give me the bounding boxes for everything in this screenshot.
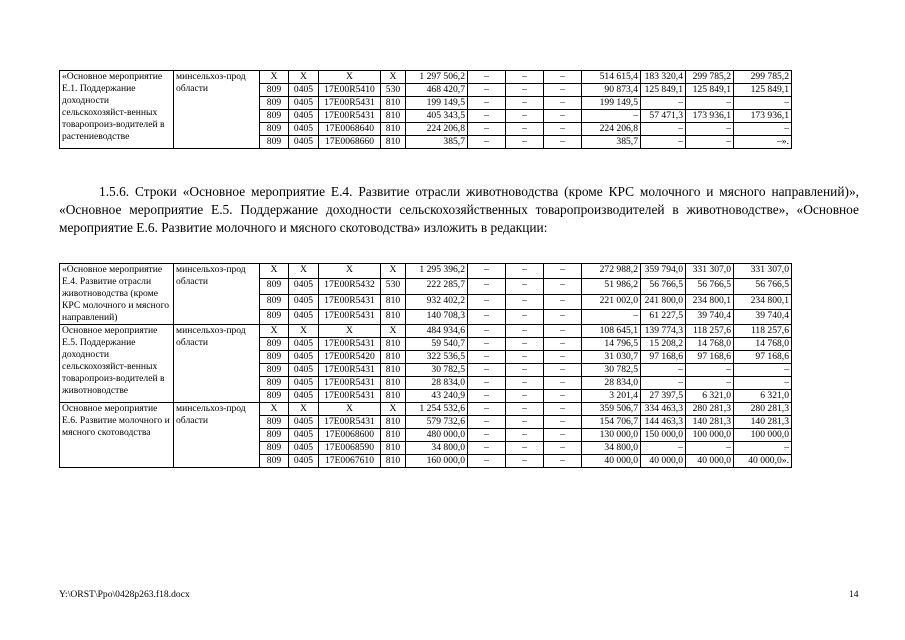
measure-name-cell: Основное мероприятие Е.5. Поддержание доходности сельскохозяйст-венных товаропроиз-водителей в животноводстве [60, 325, 174, 403]
table-cell: – [468, 279, 506, 294]
table-cell: 56 766,5 [641, 279, 686, 294]
table-cell: 61 227,5 [641, 309, 686, 324]
table-cell: 139 774,3 [641, 325, 686, 338]
table-cell: – [468, 442, 506, 455]
table-measure-e1 [59, 70, 850, 149]
table-cell: 299 785,2 [734, 71, 792, 84]
table-cell: 108 645,1 [582, 325, 641, 338]
table-cell: – [544, 97, 582, 110]
table-cell: – [468, 403, 506, 416]
table-cell: 160 000,0 [406, 455, 468, 468]
table-row [60, 403, 850, 416]
table-measures-e4-e6 [59, 263, 850, 468]
table-cell: 809 [260, 429, 289, 442]
table-cell: – [468, 71, 506, 84]
table-cell: – [468, 416, 506, 429]
table-cell: 14 768,0 [734, 338, 792, 351]
measure-name-cell: Основное мероприятие Е.6. Развитие молочного и мясного скотоводства [60, 403, 174, 468]
table-cell: – [582, 110, 641, 123]
table-cell: 30 782,5 [582, 364, 641, 377]
table-cell: 17Е00R5431 [319, 377, 381, 390]
table-cell: 0405 [289, 279, 319, 294]
table-cell: 0405 [289, 455, 319, 468]
table-cell: – [506, 123, 544, 136]
table-row [60, 325, 850, 338]
table-cell: 810 [381, 429, 406, 442]
table-cell: 144 463,3 [641, 416, 686, 429]
table-cell: 154 706,7 [582, 416, 641, 429]
table-cell: 40 000,0». [734, 455, 792, 468]
table-cell: 17Е00R5432 [319, 279, 381, 294]
table-cell: 28 834,0 [582, 377, 641, 390]
table-cell: 17Е00R5431 [319, 309, 381, 324]
page-number: 14 [849, 589, 859, 600]
table-cell: – [506, 110, 544, 123]
table-cell: Х [319, 403, 381, 416]
table-cell: 299 785,2 [686, 71, 734, 84]
table-cell: – [468, 351, 506, 364]
executor-cell: минсельхоз-прод области [174, 71, 260, 149]
table-cell: 97 168,6 [641, 351, 686, 364]
table-cell: 56 766,5 [734, 279, 792, 294]
table-cell: – [686, 377, 734, 390]
table-cell: 0405 [289, 110, 319, 123]
table-cell: 17Е00R5431 [319, 364, 381, 377]
table-cell: Х [260, 403, 289, 416]
table-cell: – [544, 110, 582, 123]
table-cell: 173 936,1 [734, 110, 792, 123]
table-cell: – [734, 97, 792, 110]
table-cell: 334 463,3 [641, 403, 686, 416]
table-cell: 125 849,1 [686, 84, 734, 97]
table-cell: – [468, 309, 506, 324]
table-cell: Х [289, 264, 319, 279]
table-cell: 331 307,0 [686, 264, 734, 279]
table-cell: 1 297 506,2 [406, 71, 468, 84]
table-cell: – [506, 309, 544, 324]
table-cell: 40 000,0 [641, 455, 686, 468]
table-cell: 234 800,1 [734, 294, 792, 309]
table-cell: 150 000,0 [641, 429, 686, 442]
table-cell: 17Е00R5431 [319, 110, 381, 123]
table-cell: – [506, 377, 544, 390]
table-cell: 221 002,0 [582, 294, 641, 309]
table-cell: 272 988,2 [582, 264, 641, 279]
table-cell: – [468, 429, 506, 442]
table-cell: 809 [260, 123, 289, 136]
table-cell: 199 149,5 [582, 97, 641, 110]
table-cell: 173 936,1 [686, 110, 734, 123]
table-cell: 810 [381, 416, 406, 429]
table-cell: –». [734, 136, 792, 149]
table-cell: 241 800,0 [641, 294, 686, 309]
table-cell: 51 986,2 [582, 279, 641, 294]
table-cell: – [734, 123, 792, 136]
table-cell: 118 257,6 [686, 325, 734, 338]
table-cell: 480 000,0 [406, 429, 468, 442]
table-cell: 17Е00R5431 [319, 97, 381, 110]
table-cell: – [544, 390, 582, 403]
table-cell: 0405 [289, 136, 319, 149]
executor-cell: минсельхоз-прод области [174, 325, 260, 403]
table-cell: 810 [381, 97, 406, 110]
table-cell: 183 320,4 [641, 71, 686, 84]
table-cell: 809 [260, 110, 289, 123]
table-cell: 43 240,9 [406, 390, 468, 403]
table-cell: 530 [381, 279, 406, 294]
table-cell: – [468, 377, 506, 390]
table-cell: – [506, 338, 544, 351]
table-cell: 809 [260, 279, 289, 294]
table-cell: 809 [260, 442, 289, 455]
table-cell: – [506, 403, 544, 416]
table-cell: 6 321,0 [734, 390, 792, 403]
table-cell: – [506, 455, 544, 468]
table-cell: 234 800,1 [686, 294, 734, 309]
table-cell: 17Е00R5431 [319, 416, 381, 429]
table-cell: – [641, 123, 686, 136]
table-cell: – [544, 294, 582, 309]
table-cell: – [641, 136, 686, 149]
table-cell: 14 768,0 [686, 338, 734, 351]
table-cell: 810 [381, 123, 406, 136]
table-cell: 530 [381, 84, 406, 97]
table-cell: 810 [381, 377, 406, 390]
table-cell: 0405 [289, 351, 319, 364]
table-cell: – [468, 123, 506, 136]
table-cell: 30 782,5 [406, 364, 468, 377]
table-cell: 0405 [289, 377, 319, 390]
table-cell: 809 [260, 136, 289, 149]
table-cell: 0405 [289, 364, 319, 377]
table-cell: 468 420,7 [406, 84, 468, 97]
table-cell: 125 849,1 [734, 84, 792, 97]
table-cell: 31 030,7 [582, 351, 641, 364]
table-cell: – [544, 364, 582, 377]
table-cell: 28 834,0 [406, 377, 468, 390]
table-cell: 322 536,5 [406, 351, 468, 364]
table-cell: 100 000,0 [734, 429, 792, 442]
table-cell: – [544, 325, 582, 338]
table-cell: 100 000,0 [686, 429, 734, 442]
table-cell: 17Е0067610 [319, 455, 381, 468]
table-cell: 359 506,7 [582, 403, 641, 416]
table-cell: 0405 [289, 309, 319, 324]
table-cell: 0405 [289, 442, 319, 455]
table-cell: – [506, 390, 544, 403]
table-cell: – [506, 364, 544, 377]
table-cell: – [506, 279, 544, 294]
table-cell: 140 281,3 [734, 416, 792, 429]
table-cell: Х [319, 264, 381, 279]
table-cell: 17Е0068600 [319, 429, 381, 442]
table-cell: – [506, 429, 544, 442]
table-cell: Х [289, 325, 319, 338]
table-cell: – [506, 442, 544, 455]
table-cell: – [468, 338, 506, 351]
table-cell: 17Е00R5431 [319, 338, 381, 351]
table-cell: Х [319, 71, 381, 84]
table-cell: – [641, 364, 686, 377]
table-cell: – [506, 325, 544, 338]
table-cell: 27 397,5 [641, 390, 686, 403]
table-cell: 810 [381, 309, 406, 324]
table-cell: 40 000,0 [582, 455, 641, 468]
table-cell: 809 [260, 377, 289, 390]
table-cell: 15 208,2 [641, 338, 686, 351]
executor-cell: минсельхоз-прод области [174, 264, 260, 325]
measure-name-cell: «Основное мероприятие Е.4. Развитие отрасли животноводства (кроме КРС молочного и мясного направлений) [60, 264, 174, 325]
table-cell: Х [260, 264, 289, 279]
table-cell: 140 281,3 [686, 416, 734, 429]
table-cell: 125 849,1 [641, 84, 686, 97]
table-cell: 810 [381, 136, 406, 149]
table-cell: 140 708,3 [406, 309, 468, 324]
table-cell: 1 254 532,6 [406, 403, 468, 416]
table-cell: 118 257,6 [734, 325, 792, 338]
table-cell: Х [381, 264, 406, 279]
table-cell: 0405 [289, 294, 319, 309]
table-cell: 331 307,0 [734, 264, 792, 279]
table-cell: 0405 [289, 416, 319, 429]
table-cell: 810 [381, 390, 406, 403]
table-cell: 810 [381, 364, 406, 377]
table-cell: 57 471,3 [641, 110, 686, 123]
table-cell: 809 [260, 338, 289, 351]
table-cell: – [506, 294, 544, 309]
table-cell: 1 295 396,2 [406, 264, 468, 279]
table-row [60, 71, 850, 84]
table-cell: – [734, 377, 792, 390]
table-cell: – [468, 294, 506, 309]
table-cell: – [544, 377, 582, 390]
table-cell: 97 168,6 [734, 351, 792, 364]
table-cell: – [544, 264, 582, 279]
measure-name-cell: «Основное мероприятие Е.1. Поддержание доходности сельскохозяйст-венных товаропроиз-водителей в растениеводстве [60, 71, 174, 149]
table-cell: – [544, 416, 582, 429]
table-cell: – [686, 136, 734, 149]
table-cell: 97 168,6 [686, 351, 734, 364]
table-cell: 17Е00R5431 [319, 390, 381, 403]
table-cell: 39 740,4 [686, 309, 734, 324]
table-cell: 17Е00R5420 [319, 351, 381, 364]
table-cell: 34 800,0 [582, 442, 641, 455]
table-cell: – [641, 377, 686, 390]
table-cell: 56 766,5 [686, 279, 734, 294]
table-cell: – [506, 416, 544, 429]
table-cell: – [544, 71, 582, 84]
table-cell: – [468, 84, 506, 97]
table-cell: 280 281,3 [734, 403, 792, 416]
table-cell: 932 402,2 [406, 294, 468, 309]
table-cell: 34 800,0 [406, 442, 468, 455]
table-cell: 579 732,6 [406, 416, 468, 429]
table-cell: – [686, 123, 734, 136]
table-cell: 809 [260, 455, 289, 468]
table-cell: – [468, 364, 506, 377]
table-cell: Х [381, 325, 406, 338]
table-cell: 809 [260, 294, 289, 309]
table-cell: 59 540,7 [406, 338, 468, 351]
table-cell: 17Е0068640 [319, 123, 381, 136]
table-cell: – [582, 309, 641, 324]
table-cell: 90 873,4 [582, 84, 641, 97]
table-cell: Х [289, 403, 319, 416]
table-cell: Х [260, 71, 289, 84]
table-cell: – [544, 279, 582, 294]
table-cell: 809 [260, 97, 289, 110]
table-cell: – [506, 351, 544, 364]
table-cell: 484 934,6 [406, 325, 468, 338]
table-cell: 514 615,4 [582, 71, 641, 84]
table-cell: – [506, 84, 544, 97]
table-cell: 385,7 [582, 136, 641, 149]
table-cell: 6 321,0 [686, 390, 734, 403]
table-cell: – [468, 110, 506, 123]
table-cell: – [468, 97, 506, 110]
table-cell: 810 [381, 351, 406, 364]
table-cell: – [544, 455, 582, 468]
table-cell: 224 206,8 [406, 123, 468, 136]
table-row [60, 264, 850, 279]
table-cell: – [641, 97, 686, 110]
table-cell: 809 [260, 364, 289, 377]
table-cell: – [734, 442, 792, 455]
table-cell: – [734, 364, 792, 377]
table-cell: Х [381, 403, 406, 416]
table-cell: 385,7 [406, 136, 468, 149]
table-cell: – [544, 136, 582, 149]
table-cell: 0405 [289, 97, 319, 110]
table-cell: 199 149,5 [406, 97, 468, 110]
table-cell: – [468, 390, 506, 403]
table-cell: 809 [260, 351, 289, 364]
table-cell: 810 [381, 110, 406, 123]
table-cell: – [506, 97, 544, 110]
table-cell: 0405 [289, 84, 319, 97]
table-cell: Х [319, 325, 381, 338]
table-cell: 40 000,0 [686, 455, 734, 468]
table-cell: – [468, 264, 506, 279]
table-cell: Х [260, 325, 289, 338]
document-file-path: Y:\ORST\Ppo\0428p263.f18.docx [59, 589, 190, 600]
table-cell: – [686, 442, 734, 455]
table-cell: 809 [260, 84, 289, 97]
table-cell: Х [381, 71, 406, 84]
table-cell: 810 [381, 442, 406, 455]
table-cell: 0405 [289, 429, 319, 442]
table-cell: 0405 [289, 390, 319, 403]
table-cell: – [544, 338, 582, 351]
table-cell: 130 000,0 [582, 429, 641, 442]
table-cell: – [506, 71, 544, 84]
table-cell: – [641, 442, 686, 455]
table-cell: 809 [260, 309, 289, 324]
table-cell: – [544, 351, 582, 364]
amendment-text: 1.5.6. Строки «Основное мероприятие Е.4. Развитие отрасли животноводства (кроме КРС молочного и мясного направлений)», «Основное мероприятие Е.5. Поддержание доходности сельскохозяйственных товаропроизводителей в животноводстве», «Основное мероприятие Е.6. Развитие молочного и мясного скотоводства» изложить в редакции: [59, 184, 859, 235]
table-cell: 17Е00R5431 [319, 294, 381, 309]
table-cell: 0405 [289, 338, 319, 351]
table-cell: 810 [381, 455, 406, 468]
table-cell: 280 281,3 [686, 403, 734, 416]
table-cell: – [506, 136, 544, 149]
table-cell: – [506, 264, 544, 279]
table-cell: – [544, 442, 582, 455]
table-cell: – [544, 429, 582, 442]
table-cell: 0405 [289, 123, 319, 136]
table-cell: 359 794,0 [641, 264, 686, 279]
table-cell: – [468, 455, 506, 468]
table-cell: 809 [260, 390, 289, 403]
table-cell: 224 206,8 [582, 123, 641, 136]
table-cell: 809 [260, 416, 289, 429]
table-cell: – [468, 136, 506, 149]
table-cell: – [686, 364, 734, 377]
table-cell: 810 [381, 338, 406, 351]
executor-cell: минсельхоз-прод области [174, 403, 260, 468]
table-cell: 17Е0068660 [319, 136, 381, 149]
table-cell: Х [289, 71, 319, 84]
table-cell: – [544, 84, 582, 97]
table-cell: 222 285,7 [406, 279, 468, 294]
table-cell: – [468, 325, 506, 338]
table-cell: – [686, 97, 734, 110]
table-cell: 39 740,4 [734, 309, 792, 324]
table-cell: 405 343,5 [406, 110, 468, 123]
table-cell: 17Е00R5410 [319, 84, 381, 97]
table-cell: – [544, 309, 582, 324]
table-cell: 14 796,5 [582, 338, 641, 351]
table-cell: 810 [381, 294, 406, 309]
amendment-paragraph [59, 183, 859, 237]
table-cell: 3 201,4 [582, 390, 641, 403]
table-cell: – [544, 403, 582, 416]
table-cell: 17Е0068590 [319, 442, 381, 455]
table-cell: – [544, 123, 582, 136]
